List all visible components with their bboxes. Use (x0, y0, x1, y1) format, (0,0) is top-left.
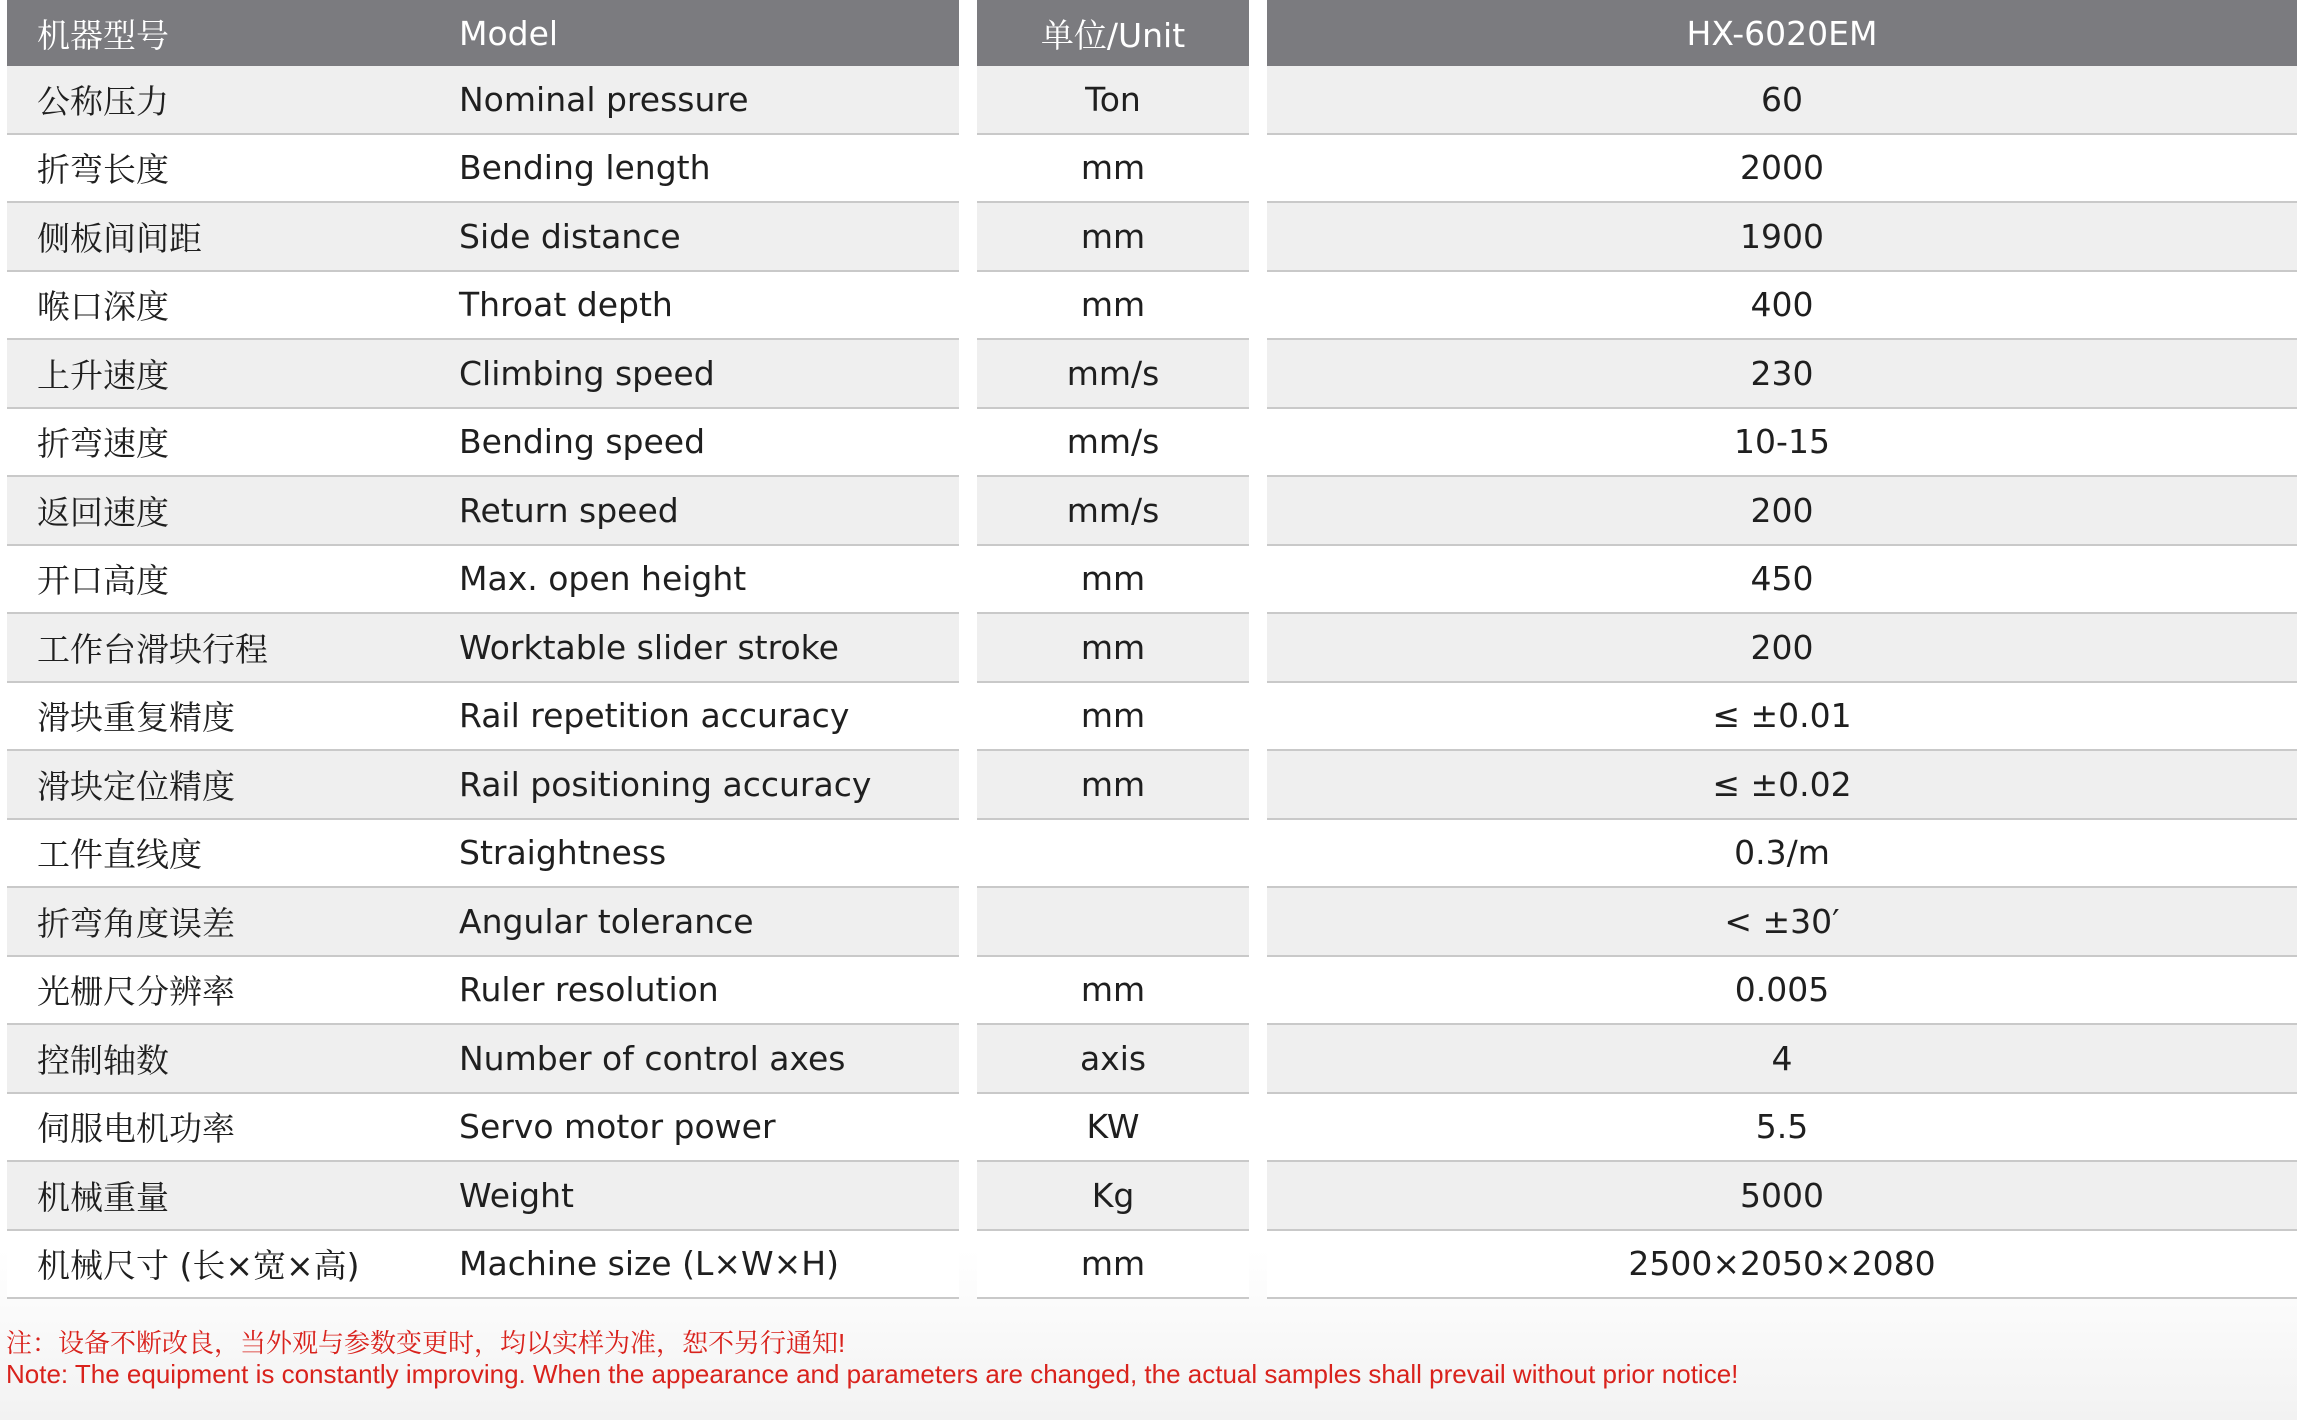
spec-en-name: Bending length (429, 135, 959, 204)
spec-value: ≤ ±0.01 (1267, 683, 2297, 752)
spec-cn-name: 折弯速度 (7, 409, 429, 478)
header-en-label: Model (429, 0, 959, 66)
spec-value: 0.005 (1267, 957, 2297, 1026)
footnote-en: Note: The equipment is constantly improving. When the appearance and parameters are changed, the actual samples shall prevail without prior notice! (6, 1359, 1739, 1389)
spec-value: 0.3/m (1267, 820, 2297, 889)
spec-en-name: Straightness (429, 820, 959, 889)
spec-value: ≤ ±0.02 (1267, 751, 2297, 820)
spec-en-name: Return speed (429, 477, 959, 546)
spec-en-name: Throat depth (429, 272, 959, 341)
table-row (0, 683, 2297, 752)
table-row (0, 614, 2297, 683)
table-row (0, 1094, 2297, 1163)
table-row (0, 957, 2297, 1026)
spec-unit: Kg (977, 1162, 1249, 1231)
spec-cn-name: 喉口深度 (7, 272, 429, 341)
spec-cn-name: 伺服电机功率 (7, 1094, 429, 1163)
spec-en-name: Angular tolerance (429, 888, 959, 957)
spec-unit: mm/s (977, 477, 1249, 546)
table-row (0, 66, 2297, 135)
spec-value: 60 (1267, 66, 2297, 135)
spec-value: 2000 (1267, 135, 2297, 204)
spec-cn-name: 光栅尺分辨率 (7, 957, 429, 1026)
spec-unit: mm (977, 135, 1249, 204)
spec-cn-name: 控制轴数 (7, 1025, 429, 1094)
header-unit-label: 单位/Unit (977, 0, 1249, 66)
spec-value: 1900 (1267, 203, 2297, 272)
spec-en-name: Ruler resolution (429, 957, 959, 1026)
spec-cn-name: 工作台滑块行程 (7, 614, 429, 683)
spec-en-name: Climbing speed (429, 340, 959, 409)
spec-unit: mm (977, 957, 1249, 1026)
spec-value: 5.5 (1267, 1094, 2297, 1163)
spec-cn-name: 上升速度 (7, 340, 429, 409)
spec-value: 230 (1267, 340, 2297, 409)
spec-unit (977, 820, 1249, 889)
spec-cn-name: 滑块定位精度 (7, 751, 429, 820)
table-row (0, 1231, 2297, 1300)
spec-unit: Ton (977, 66, 1249, 135)
spec-cn-name: 折弯长度 (7, 135, 429, 204)
table-row (0, 1162, 2297, 1231)
spec-value: < ±30′ (1267, 888, 2297, 957)
spec-en-name: Servo motor power (429, 1094, 959, 1163)
table-header-row (0, 0, 2297, 66)
spec-cn-name: 机械尺寸 (长×宽×高) (7, 1231, 429, 1300)
spec-value: 450 (1267, 546, 2297, 615)
table-row (0, 751, 2297, 820)
spec-unit: mm (977, 1231, 1249, 1300)
table-row (0, 820, 2297, 889)
table-row (0, 1025, 2297, 1094)
spec-value: 400 (1267, 272, 2297, 341)
spec-value: 200 (1267, 477, 2297, 546)
table-row (0, 888, 2297, 957)
spec-en-name: Machine size (L×W×H) (429, 1231, 959, 1300)
table-row (0, 272, 2297, 341)
spec-unit: mm/s (977, 409, 1249, 478)
header-cn-label: 机器型号 (7, 0, 429, 66)
spec-unit: KW (977, 1094, 1249, 1163)
spec-value: 10-15 (1267, 409, 2297, 478)
spec-en-name: Nominal pressure (429, 66, 959, 135)
table-row (0, 546, 2297, 615)
spec-unit: mm (977, 683, 1249, 752)
spec-cn-name: 工件直线度 (7, 820, 429, 889)
spec-unit: mm (977, 203, 1249, 272)
spec-en-name: Bending speed (429, 409, 959, 478)
spec-value: 5000 (1267, 1162, 2297, 1231)
spec-cn-name: 滑块重复精度 (7, 683, 429, 752)
footnote-cn: 注：设备不断改良，当外观与参数变更时，均以实样为准，恕不另行通知! (6, 1328, 846, 1358)
table-row (0, 477, 2297, 546)
spec-value: 200 (1267, 614, 2297, 683)
spec-cn-name: 折弯角度误差 (7, 888, 429, 957)
spec-unit (977, 888, 1249, 957)
spec-value: 2500×2050×2080 (1267, 1231, 2297, 1300)
spec-cn-name: 返回速度 (7, 477, 429, 546)
spec-en-name: Rail positioning accuracy (429, 751, 959, 820)
spec-unit: mm/s (977, 340, 1249, 409)
spec-unit: mm (977, 546, 1249, 615)
spec-unit: axis (977, 1025, 1249, 1094)
spec-unit: mm (977, 614, 1249, 683)
spec-value: 4 (1267, 1025, 2297, 1094)
footnote (6, 1328, 1738, 1390)
table-row (0, 409, 2297, 478)
spec-cn-name: 公称压力 (7, 66, 429, 135)
header-model-value: HX-6020EM (1267, 0, 2297, 66)
spec-cn-name: 开口高度 (7, 546, 429, 615)
spec-unit: mm (977, 272, 1249, 341)
spec-en-name: Side distance (429, 203, 959, 272)
table-row (0, 340, 2297, 409)
spec-en-name: Number of control axes (429, 1025, 959, 1094)
spec-en-name: Rail repetition accuracy (429, 683, 959, 752)
spec-cn-name: 侧板间间距 (7, 203, 429, 272)
spec-en-name: Weight (429, 1162, 959, 1231)
table-row (0, 203, 2297, 272)
spec-unit: mm (977, 751, 1249, 820)
spec-en-name: Max. open height (429, 546, 959, 615)
table-row (0, 135, 2297, 204)
spec-en-name: Worktable slider stroke (429, 614, 959, 683)
spec-cn-name: 机械重量 (7, 1162, 429, 1231)
